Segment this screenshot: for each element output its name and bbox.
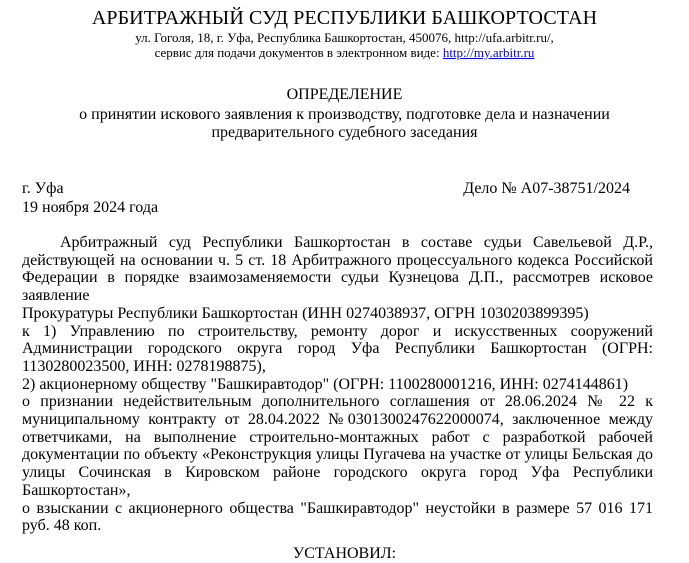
document-subtitle-line-2: предварительного судебного заседания — [211, 124, 478, 141]
body-paragraph-claim-invalidation: о признании недействительным дополнительного соглашения от 28.06.2024 № 22 к муниципальному контракту от 28.04.2022 №0301300247622000074, заключенное между ответчиками, на выполнение строительно-монтажных работ с разработкой рабочей документации по объекту «Реконструкция улицы Пугачева на участке от улицы Бельская до улицы Сочинская в Кировском районе городского округа город Уфа Республики Башкортостан», — [22, 393, 653, 499]
filing-service-link[interactable]: http://my.arbitr.ru — [442, 45, 535, 60]
decision-heading: УСТАНОВИЛ: — [292, 545, 397, 562]
filing-service-label: сервис для подачи документов в электронном виде: — [154, 45, 443, 60]
document-date: 19 ноября 2024 года — [22, 199, 159, 216]
court-name: АРБИТРАЖНЫЙ СУД РЕСПУБЛИКИ БАШКОРТОСТАН — [91, 7, 598, 29]
city: г. Уфа — [22, 180, 64, 197]
document-subtitle-line-1: о принятии искового заявления к производству, подготовке дела и назначении — [79, 106, 610, 123]
court-address: ул. Гоголя, 18, г. Уфа, Республика Башкортостан, 450076, http://ufa.arbitr.ru/, — [135, 30, 554, 45]
document-subtitle — [0, 106, 689, 142]
body-paragraph-plaintiff: Прокуратуры Республики Башкортостан (ИНН 0274038937, ОГРН 1030203899395) — [22, 304, 589, 322]
body-paragraph-defendant-2: 2) акционерному обществу "Башкиравтодор" (ОГРН: 1100280001216, ИНН: 0274144861) — [22, 375, 629, 393]
document-title: ОПРЕДЕЛЕНИЕ — [286, 86, 403, 103]
case-number: Дело № А07-38751/2024 — [463, 180, 630, 197]
document-body — [22, 234, 653, 535]
body-paragraph-defendant-1: к 1) Управлению по строительству, ремонту дорог и искусственных сооружений Администрации городского округа город Уфа Республики Башкортостан (ОГРН: 1130280023500, ИНН: 0278198875), — [22, 322, 653, 375]
body-paragraph-intro: Арбитражный суд Республики Башкортостан в составе судьи Савельевой Д.Р., действующей на основании ч. 5 ст. 18 Арбитражного процессуального кодекса Российской Федерации в порядке взаимозаменяемости судьи Кузнецова Д.П., рассмотрев исковое заявление — [22, 234, 653, 305]
filing-service-line — [0, 45, 689, 60]
body-paragraph-claim-penalty: о взыскании с акционерного общества "Башкиравтодор" неустойки в размере 57 016 171 руб. 48 коп. — [22, 499, 653, 535]
